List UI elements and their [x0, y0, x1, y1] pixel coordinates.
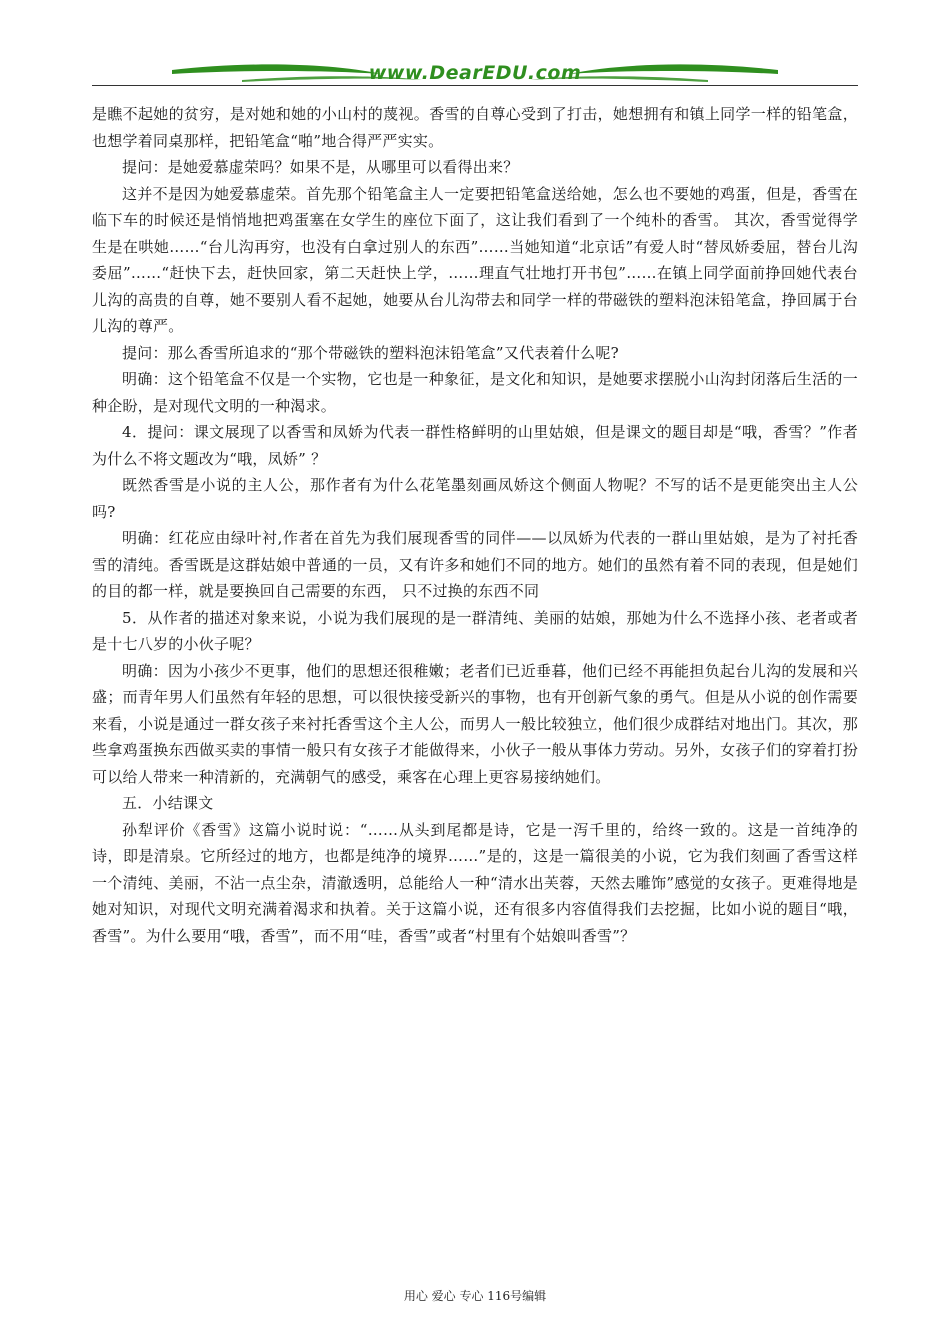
page-header — [92, 60, 858, 90]
paragraph: 5．从作者的描述对象来说，小说为我们展现的是一群清纯、美丽的姑娘，那她为什么不选择小孩、老者或者是十七八岁的小伙子呢？ — [92, 608, 858, 653]
paragraph: 明确：这个铅笔盒不仅是一个实物，它也是一种象征，是文化和知识，是她要求摆脱小山沟封闭落后生活的一种企盼，是对现代文明的一种渴求。 — [92, 370, 858, 415]
paragraph: 这并不是因为她爱慕虚荣。首先那个铅笔盒主人一定要把铅笔盒送给她，怎么也不要她的鸡蛋，但是，香雪在临下车的时候还是悄悄地把鸡蛋塞在女学生的座位下面了，这让我们看到了一个纯朴的香雪。 其次，香雪觉得学生是在哄她……“台儿沟再穷，也没有白拿过别人的东西”……当她知道“北京话”有爱人时“替凤娇委屈，替台儿沟委屈”……“赶快下去，赶快回家，第二天赶快上学，……理直气壮地打开书包”……在镇上同学面前挣回她代表台儿沟的高贵的自尊，她不要别人看不起她，她要从台儿沟带去和同学一样的带磁铁的塑料泡沫铅笔盒，挣回属于台儿沟的尊严。 — [92, 184, 858, 335]
paragraph: 是瞧不起她的贫穷，是对她和她的小山村的蔑视。香雪的自尊心受到了打击，她想拥有和镇上同学一样的铅笔盒，也想学着同桌那样，把铅笔盒“啪”地合得严严实实。 — [92, 105, 858, 150]
document-body — [92, 101, 858, 949]
paragraph: 4．提问：课文展现了以香雪和凤娇为代表一群性格鲜明的山里姑娘，但是课文的题目却是“哦，香雪？”作者为什么不将文题改为“哦，凤娇” ？ — [92, 423, 858, 468]
paragraph: 提问：那么香雪所追求的“那个带磁铁的塑料泡沫铅笔盒”又代表着什么呢? — [122, 343, 619, 362]
paragraph: 孙犁评价《香雪》这篇小说时说：“……从头到尾都是诗，它是一泻千里的，给终一致的。这是一首纯净的诗，即是清泉。它所经过的地方，也都是纯净的境界……”是的，这是一篇很美的小说，它为我们刻画了香雪这样一个清纯、美丽，不沾一点尘杂，清澈透明，总能给人一种“清水出芙蓉，天然去雕饰”感觉的女孩子。更难得地是她对知识，对现代文明充满着渴求和执着。关于这篇小说，还有很多内容值得我们去挖掘，比如小说的题目“哦，香雪”。为什么要用“哦，香雪”，而不用“哇，香雪”或者“村里有个姑娘叫香雪”？ — [92, 820, 858, 945]
header-divider — [92, 85, 858, 86]
paragraph: 明确：红花应由绿叶衬,作者在首先为我们展现香雪的同伴——以凤娇为代表的一群山里姑娘，是为了衬托香雪的清纯。香雪既是这群姑娘中普通的一员，又有许多和她们不同的地方。她们的虽然有着不同的表现，但是她们的目的都一样，就是要换回自己需要的东西， 只不过换的东西不同 — [92, 529, 858, 600]
paragraph: 明确：因为小孩少不更事，他们的思想还很稚嫩；老者们已近垂暮，他们已经不再能担负起台儿沟的发展和兴盛；而青年男人们虽然有年轻的思想，可以很快接受新兴的事物，也有开创新气象的勇气。但是从小说的创作需要来看，小说是通过一群女孩子来衬托香雪这个主人公，而男人一般比较独立，他们很少成群结对地出门。其次，那些拿鸡蛋换东西做买卖的事情一般只有女孩子才能做得来，小伙子一般从事体力劳动。另外，女孩子们的穿着打扮可以给人带来一种清新的，充满朝气的感受，乘客在心理上更容易接纳她们。 — [92, 661, 858, 786]
paragraph: 提问：是她爱慕虚荣吗？如果不是，从哪里可以看得出来？ — [122, 158, 519, 176]
site-url-logo: www.DearEDU.com — [368, 62, 582, 84]
paragraph: 既然香雪是小说的主人公，那作者有为什么花笔墨刻画凤娇这个侧面人物呢？不写的话不是更能突出主人公吗? — [92, 476, 858, 521]
page-footer: 用心 爱心 专心 116号编辑 — [403, 1289, 547, 1303]
section-heading: 五．小结课文 — [122, 794, 214, 812]
